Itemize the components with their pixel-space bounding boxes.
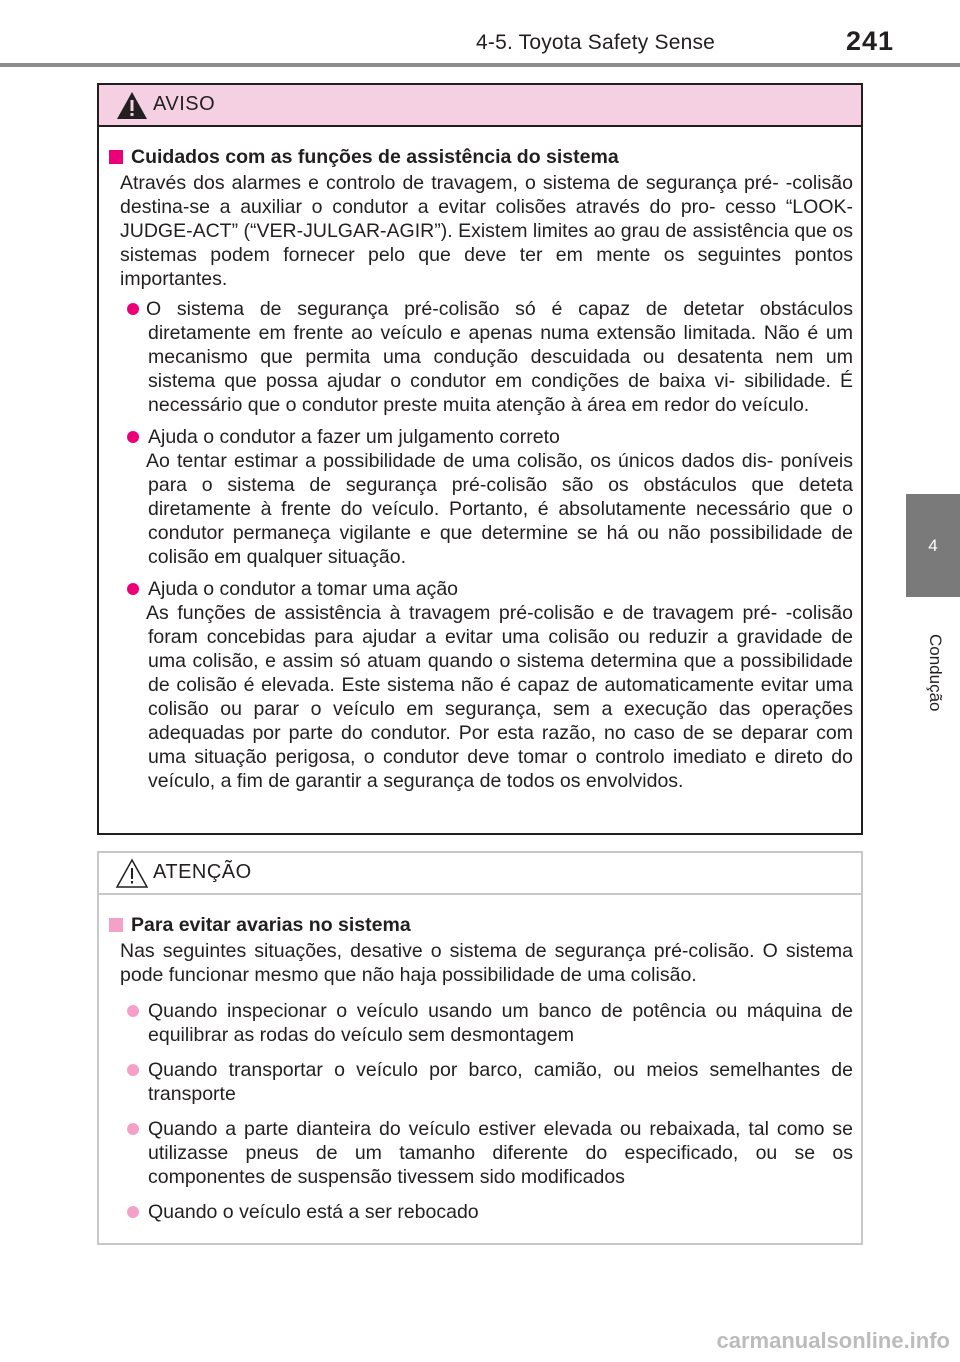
warning-bullet-lead: Ajuda o condutor a tomar uma ação (148, 578, 459, 600)
warning-triangle-icon (115, 90, 149, 121)
square-bullet-icon (109, 918, 123, 932)
chapter-tab-number: 4 (928, 536, 938, 555)
warning-bullet (106, 297, 853, 417)
caution-section-heading: Para evitar avarias no sistema (106, 913, 853, 937)
caution-triangle-icon (115, 858, 149, 889)
circle-bullet-icon (127, 431, 139, 443)
caution-box-title: ATENÇÃO (153, 861, 252, 883)
caution-bullet-text: Quando a parte dianteira do veículo estiver elevada ou rebaixada, tal como se utilizasse pneus de um tamanho diferente do especificado, ou se os componentes de suspensão tivessem sido modificados (148, 1118, 853, 1188)
page-number: 241 (846, 26, 895, 56)
caution-bullet (106, 1200, 853, 1224)
circle-bullet-icon (127, 303, 139, 315)
chapter-tab-label: Condução (926, 634, 945, 712)
running-header-section: 4-5. Toyota Safety Sense (476, 31, 716, 54)
warning-box (97, 83, 863, 835)
circle-bullet-icon (127, 1005, 139, 1017)
warning-intro: Através dos alarmes e controlo de travagem, o sistema de segurança pré- -colisão destina-se a auxiliar o condutor a evitar colisões através do pro- cesso “LOOK-JUDGE-ACT” (“VER-JULGAR-AGIR”). Existem limites ao grau de assistência que os sistemas podem fornecer pelo que deve ter em mente os seguintes pontos importantes. (120, 172, 853, 290)
caution-intro: Nas seguintes situações, desative o sistema de segurança pré-colisão. O sistema pode funcionar mesmo que não haja possibilidade de uma colisão. (120, 940, 853, 986)
warning-bullet-lead: Ajuda o condutor a fazer um julgamento correto (148, 426, 560, 448)
caution-box-header (99, 853, 861, 895)
circle-bullet-icon (127, 1123, 139, 1135)
warning-bullet-text: O sistema de segurança pré-colisão só é capaz de detetar obstáculos diretamente em frente ao veículo e apenas numa extensão limitada. Não é um mecanismo que permita uma condução descuidada ou desatenta nem um sistema que possa ajudar o condutor em condições de baixa vi- sibilidade. É necessário que o condutor preste muita atenção à área em redor do veículo. (146, 298, 853, 416)
watermark: carmanualsonline.info (716, 1328, 950, 1353)
warning-bullet-text: Ao tentar estimar a possibilidade de uma colisão, os únicos dados dis- poníveis para o sistema de segurança pré-colisão são os obstáculos que deteta diretamente à frente do veículo. Portanto, é absolutamente necessário que o condutor permaneça vigilante e que determine se há ou não possibilidade de colisão em qualquer situação. (146, 450, 853, 568)
caution-box (97, 851, 863, 1245)
warning-box-header (99, 85, 861, 127)
warning-box-title: AVISO (153, 93, 216, 115)
caution-box-body (99, 895, 861, 1224)
warning-bullet-text: As funções de assistência à travagem pré-colisão e de travagem pré- -colisão foram concebidas para ajudar a evitar uma colisão ou reduzir a gravidade de uma colisão, e assim só atuam quando o sistema determina que a possibilidade de colisão é elevada. Este sistema não é capaz de automaticamente evitar uma colisão ou parar o veículo em segurança, sem a execução das operações adequadas por parte do condutor. Por esta razão, no caso de se deparar com uma situação perigosa, o condutor deve tomar o controlo imediato e direto do veículo, a fim de garantir a segurança de todos os envolvidos. (146, 602, 853, 792)
warning-section-heading: Cuidados com as funções de assistência do sistema (106, 145, 853, 169)
caution-bullet-text: Quando inspecionar o veículo usando um banco de potência ou máquina de equilibrar as rodas do veículo sem desmontagem (148, 1000, 853, 1046)
caution-bullet (106, 1058, 853, 1106)
circle-bullet-icon (127, 1064, 139, 1076)
caution-bullet-text: Quando transportar o veículo por barco, camião, ou meios semelhantes de transporte (148, 1059, 853, 1105)
warning-box-body (99, 127, 861, 793)
caution-bullet (106, 1117, 853, 1189)
circle-bullet-icon (127, 1206, 139, 1218)
square-bullet-icon (109, 150, 123, 164)
caution-bullet-text: Quando o veículo está a ser rebocado (148, 1201, 479, 1223)
circle-bullet-icon (127, 583, 139, 595)
chapter-tab[interactable] (906, 494, 960, 597)
warning-bullet (106, 577, 853, 793)
warning-bullet (106, 425, 853, 569)
header-divider (0, 63, 960, 67)
caution-bullet (106, 999, 853, 1047)
